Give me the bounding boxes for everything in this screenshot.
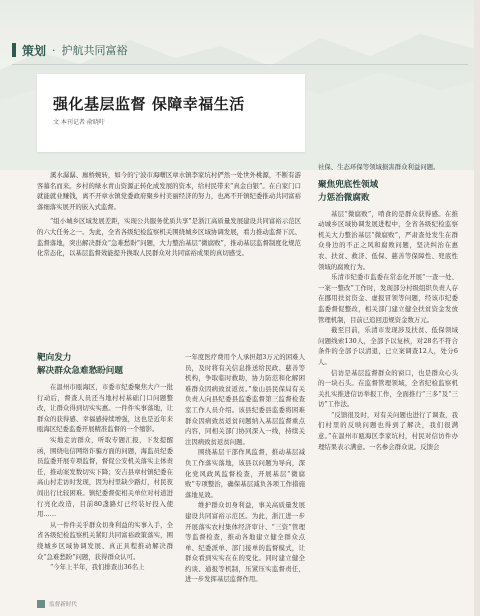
article-intro [37, 170, 301, 263]
footer-magazine-name: 监督新时代 [49, 602, 77, 608]
page-edge [474, 0, 480, 616]
intro-paragraph: “组小城乡区域发展差距，实现公共服务优质共享”是浙江高质量发展建设共同富裕示范区的六大任务之一。为此，全省各级纪检监察机关围绕城乡区域协调发展，看力推动监督下沉、监督落地，突出解决群众“急难愁盼”问题，大力整治基层“微腐败”，推动基层监督制度化规范化常态化，以基层监督效能提升换取人民群众对共同富裕成果的真切感受。 [37, 217, 301, 258]
body-paragraph: “今年上半年，我们排查出36名上 [50, 563, 145, 572]
column-3 [318, 162, 458, 452]
article-byline: 文 本刊记者 俞晓吁 [53, 119, 105, 126]
column-1 [37, 352, 173, 573]
footer-marker [37, 600, 45, 608]
section-separator: · [52, 43, 56, 57]
body-paragraph: 乐清市纪委市监委在常态化开展“一查一处、一案一整改”工作时，发现部分村级组织负责人存在挪用扶贫资金、虚报冒领等问题，经该市纪委监委督促整改，相关部门建立健全扶贫资金发放管理机制，目前已追回违规资金数万元。 [318, 273, 458, 324]
intro-paragraph: 溪水潺潺、廊桥婉转，如今的宁波市海曙区章水镇李家坑村俨然一处世外桃源，不断有游客慕名而来。乡村的绿水青山资源正转化成发展的资本，给村民带来“真金白银”。在自家门口就能就业赚钱，离不开章水镇党委政府聚乡村美丽经济的努力，也离不开镇纪委推动共同富裕落细落实展开的嵌入式监督。 [37, 171, 301, 211]
section-label: 策划 [22, 43, 47, 58]
heading-line: 解决群众急难愁盼问题 [37, 366, 123, 376]
heading-line: 聚焦兜底性领域 [318, 179, 379, 190]
body-paragraph: 围绕基层干部作风监督，推动基层减负工作落实落地，该县以问题为导向，深化党风政风监督检查，开展基层“微腐败”专项整治，确保基层减负各项工作措施落地见效。 [185, 448, 305, 499]
heading-line: 力惩治微腐败 [318, 192, 370, 203]
body-paragraph: “反馈很及时，对有关问题也进行了调查，我们村里的反映问题也得到了解决，我们很满意。”在温州市瓯海区李家坑村，村民对信访件办理结果表示满意。一名参会群众说。反馈会 [318, 410, 458, 451]
column-3-heading [318, 179, 458, 205]
header-divider [12, 64, 468, 65]
body-paragraph: 实地走访群众，听取专题汇报，下发提醒函，围绕电信网络诈骗方面的问题，海监员纪委员监委开展专项监督，督促公安机关落实主体责任，推动案发数切实下降；安吉县章村镇纪委在高山村走访时发现，因为村里缺少路灯，村民夜间出行比较困难。镇纪委督促相关单位对村道进行亮化改造，目前80盏路灯已经装好投入使用…… [37, 435, 173, 519]
body-paragraph: 在温州市瓯海区，市委市纪委聚焦大户一批行动后，督查人员还当地村村基础门口问题整改，让群众得到切实实惠。一件件实事落地，让群众的获得感、幸福感持续增强，这也是近年来瓯海区纪委监委开展精准监督的一个缩影。 [37, 383, 173, 434]
body-paragraph: 基层“微腐败”，啃食的是群众获得感。在推动城乡区域协调发展进程中，全省各级纪检监察机关大力整治基层“微腐败”，严肃查处发生在群众身边的不正之风和腐败问题，坚决纠治在惠农、扶贫、救济、低保、慈善等保障性、兜底性领域的腐败行为。 [318, 209, 458, 271]
column-1-heading [37, 352, 173, 378]
body-paragraph: 社保、生态环保等领域损害群众利益问题。 [318, 163, 440, 171]
body-paragraph: 截至目前，乐清市发现涉及扶贫、低保领域问题线索130人，全部予以复核，对28名不符合条件的全部予以清退，已立案调查12人，处分6人。 [318, 326, 458, 366]
section-marker [12, 43, 16, 57]
section-tagline: 护航共同富裕 [61, 44, 128, 57]
column-2 [185, 352, 305, 585]
article-title: 强化基层监督 保障幸福生活 [53, 95, 245, 113]
body-paragraph: 信访是基层监督群众的窗口，也是群众心头的一块石头。在监督管理领域，全省纪检监察机关扎实推进信访举报工作，全面推行“三多”及“三访”工作法。 [318, 368, 458, 409]
body-paragraph: 从一件件关乎群众切身利益的实事入手，全省各级纪检监察机关紧盯共同富裕政策落实，围绕城乡区域协调发展、真正具程推动解决群众“急难愁盼”问题，获得群众认可。 [37, 520, 173, 561]
body-paragraph: 一年度医疗费用个人承担超3万元的困难人员，及时将有关信息推送给民政、慈善等机构，争取临时救助，协力防范和化解困难群众因病致贫返贫。”象山县民保局有关负责人向县纪委县监委监督第三监督检查室工作人员介绍。该县纪委县监委将困难群众因病致贫返贫问题纳入基层监督重点内容，同相关部门协同深入一线，持续关注因病致贫返贫问题。 [185, 353, 305, 446]
section-header [12, 40, 128, 60]
body-paragraph: 维护群众切身利益，事关高质量发展建设共同富裕示范区。为此，浙江进一步开展落实农村集体经济审计、“三资”管理等监督检查，推动各地建立健全群众点单、纪委派单、部门接单的监督模式，让群众看到实实在在的变化。同时建立健全约谈、通报等机制，压紧压实监督责任，进一步发挥基层监督作用。 [185, 501, 305, 584]
heading-line: 靶向发力 [37, 353, 72, 363]
